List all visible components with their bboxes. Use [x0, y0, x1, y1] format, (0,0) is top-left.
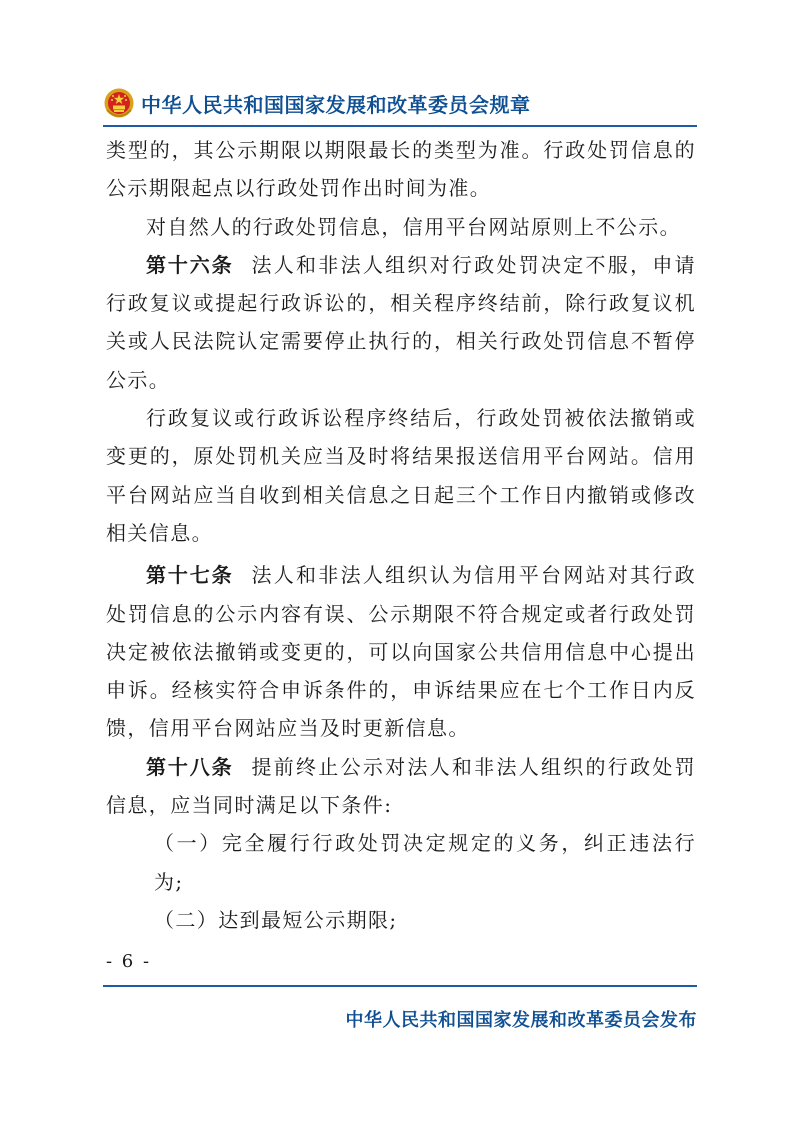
paragraph: 行政复议或行政诉讼程序终结后，行政处罚被依法撤销或变更的，原处罚机关应当及时将结果报送信用平台网站。信用平台网站应当自收到相关信息之日起三个工作日内撤销或修改相关信息。: [106, 406, 696, 545]
page-header: [103, 84, 697, 122]
article-text: 法人和非法人组织对行政处罚决定不服，申请行政复议或提起行政诉讼的，相关程序终结前，除行政复议机关或人民法院认定需要停止执行的，相关行政处罚信息不暂停公示。: [106, 252, 697, 392]
article-18: [106, 748, 696, 825]
article-text: 法人和非法人组织认为信用平台网站对其行政处罚信息的公示内容有误、公示期限不符合规定或者行政处罚决定被依法撤销或变更的，可以向国家公共信用信息中心提出申诉。经核实符合申诉条件的，申诉结果应在七个工作日内反馈，信用平台网站应当及时更新信息。: [106, 563, 697, 741]
article-16: [106, 246, 696, 399]
paragraph: 类型的，其公示期限以期限最长的类型为准。行政处罚信息的公示期限起点以行政处罚作出时间为准。: [106, 138, 696, 201]
article-label: 第十六条: [146, 252, 234, 277]
article-17: [106, 556, 696, 747]
national-emblem-icon: [103, 86, 135, 120]
list-item: （一）完全履行行政处罚决定规定的义务，纠正违法行为;: [154, 831, 696, 894]
footer-publisher: 中华人民共和国国家发展和改革委员会发布: [345, 1010, 697, 1031]
footer-divider: [103, 985, 697, 987]
header-title: 中华人民共和国国家发展和改革委员会规章: [141, 92, 531, 117]
page-number: - 6 -: [106, 951, 152, 972]
article-label: 第十七条: [146, 563, 234, 588]
list-item: （二）达到最短公示期限;: [154, 907, 398, 932]
header-divider: [103, 125, 697, 127]
paragraph: 对自然人的行政处罚信息，信用平台网站原则上不公示。: [146, 214, 681, 239]
article-text: 提前终止公示对法人和非法人组织的行政处罚信息，应当同时满足以下条件:: [106, 754, 697, 818]
document-body: [106, 131, 696, 939]
article-label: 第十八条: [146, 754, 234, 779]
